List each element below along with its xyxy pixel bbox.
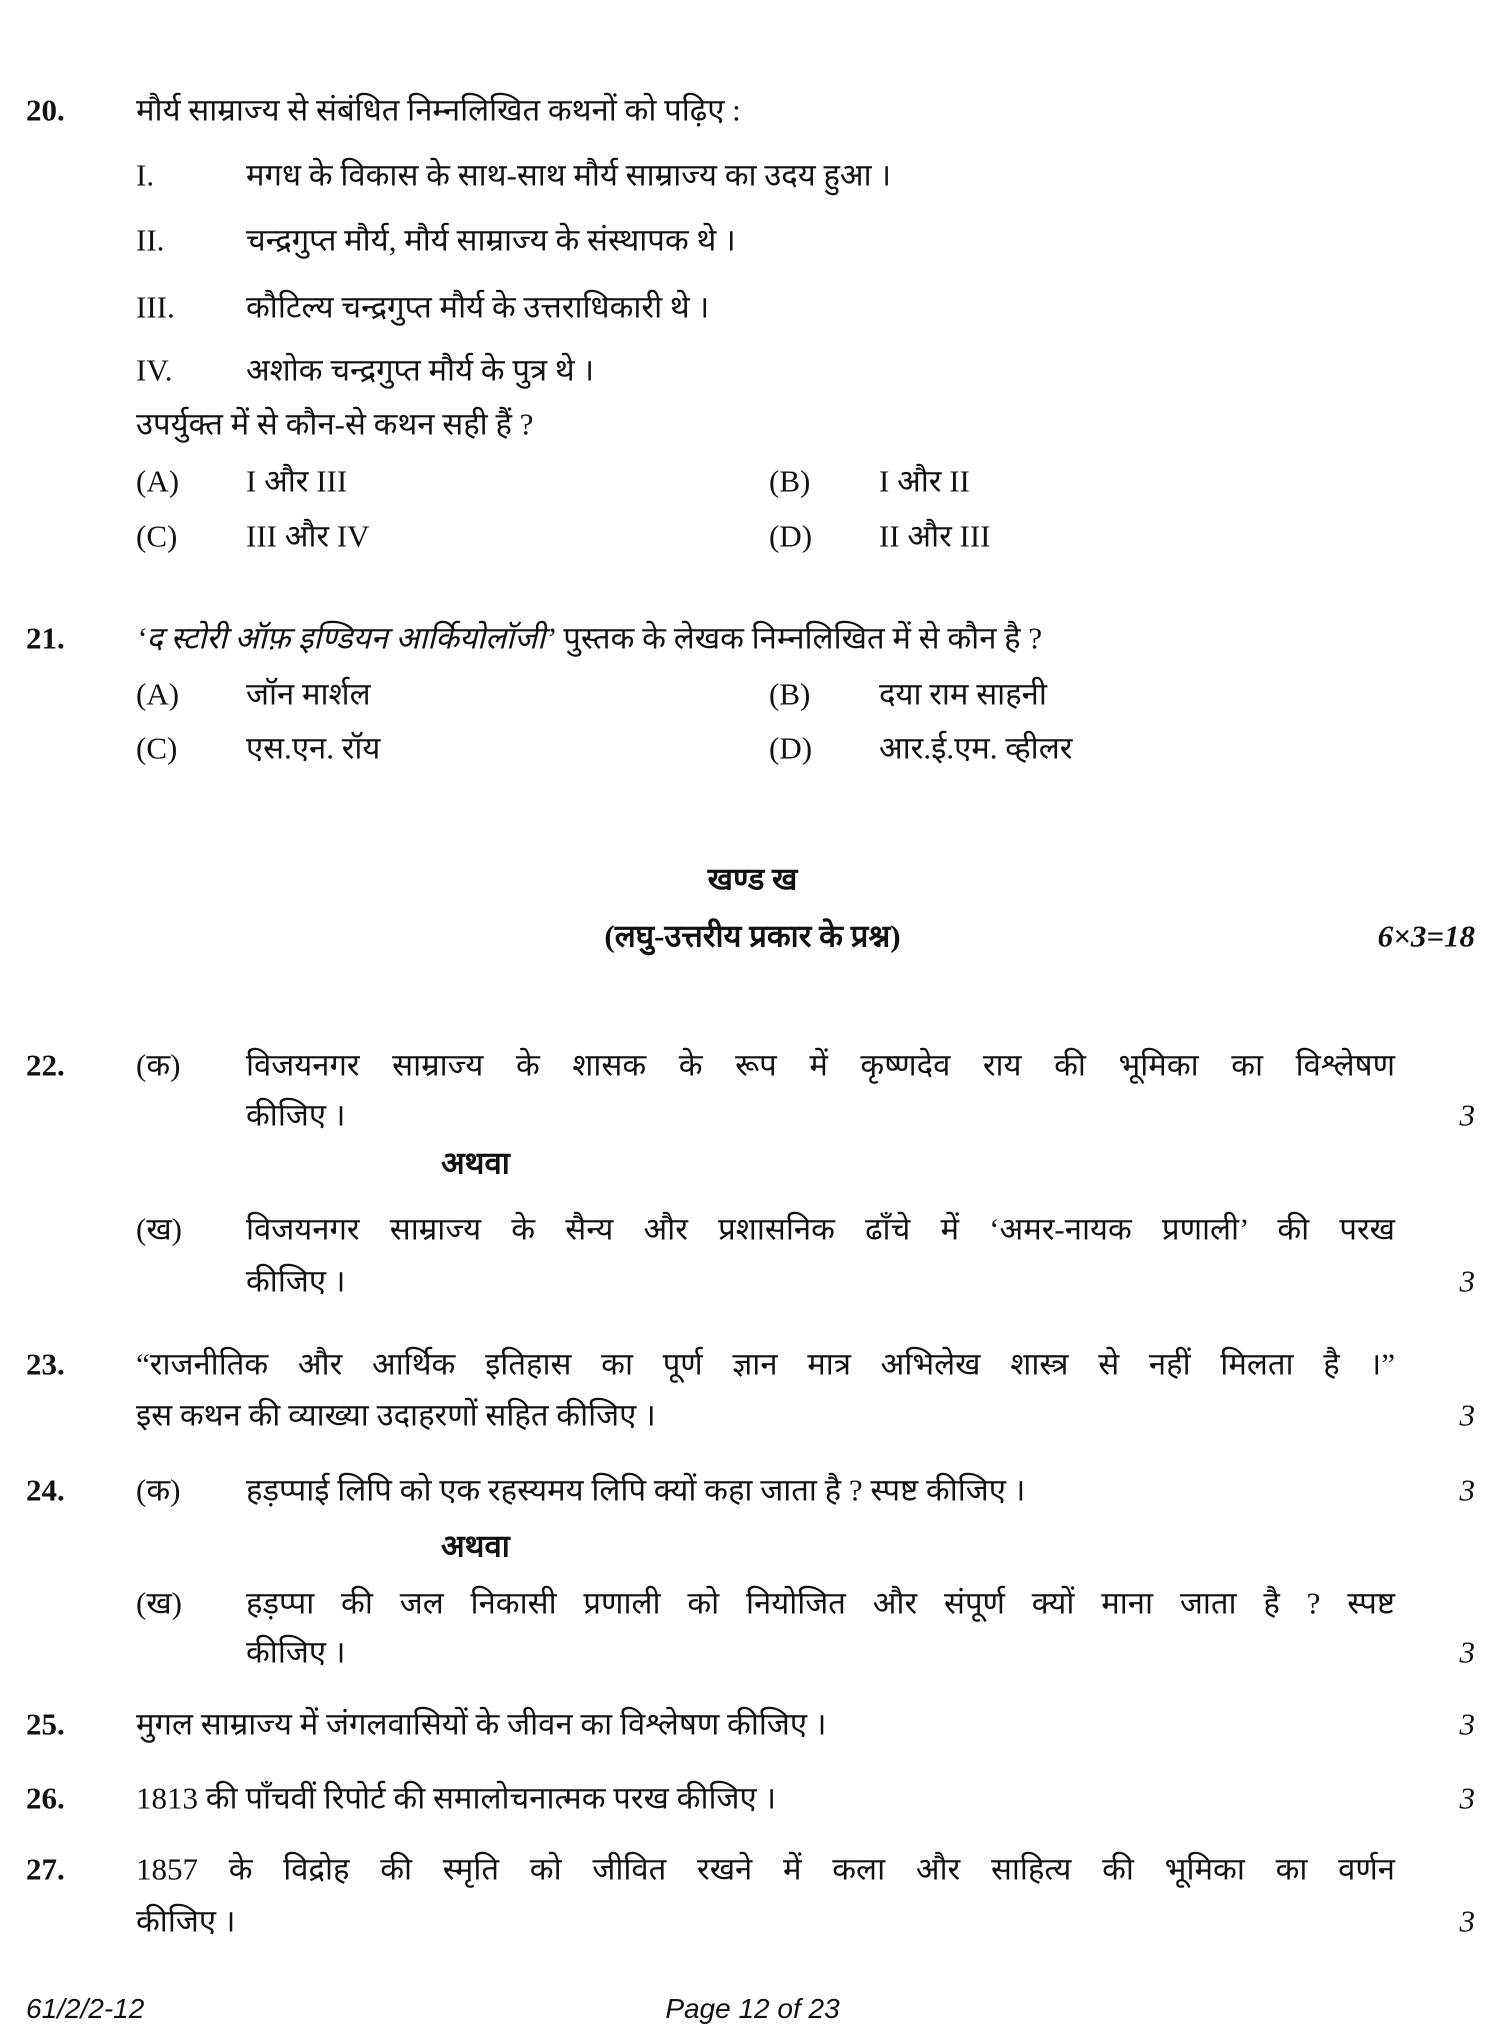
marks: 3 bbox=[1459, 1097, 1475, 1133]
or-divider: अथवा bbox=[441, 1145, 510, 1181]
statement-label: IV. bbox=[136, 352, 173, 388]
question-text: 1813 की पाँचवीं रिपोर्ट की समालोचनात्मक परख कीजिए । bbox=[136, 1780, 777, 1816]
question-text: विजयनगर साम्राज्य के शासक के रूप में कृष्णदेव राय की भूमिका का विश्लेषण bbox=[246, 1047, 1395, 1083]
option-label: (B) bbox=[769, 463, 811, 499]
statement-label: I. bbox=[136, 157, 155, 193]
option-text: III और IV bbox=[246, 518, 370, 554]
statement-text: चन्द्रगुप्त मौर्य, मौर्य साम्राज्य के संस्थापक थे । bbox=[246, 222, 736, 258]
question-prompt: उपर्युक्त में से कौन-से कथन सही हैं ? bbox=[136, 406, 534, 442]
paper-code: 61/2/2-12 bbox=[26, 1993, 145, 2025]
marks: 3 bbox=[1459, 1780, 1475, 1816]
question-text: मौर्य साम्राज्य से संबंधित निम्नलिखित कथनों को पढ़िए : bbox=[136, 92, 741, 128]
option-label: (A) bbox=[136, 463, 180, 499]
question-number: 26. bbox=[26, 1780, 65, 1816]
option-label: (C) bbox=[136, 518, 178, 554]
question-text: मुगल साम्राज्य में जंगलवासियों के जीवन का विश्लेषण कीजिए । bbox=[136, 1706, 827, 1742]
marks: 3 bbox=[1459, 1263, 1475, 1299]
option-text: I और II bbox=[879, 463, 970, 499]
question-number: 20. bbox=[26, 92, 65, 128]
question-number: 27. bbox=[26, 1851, 65, 1887]
marks: 3 bbox=[1459, 1397, 1475, 1433]
option-text: I और III bbox=[246, 463, 348, 499]
question-text: हड़प्पाई लिपि को एक रहस्यमय लिपि क्यों कहा जाता है ? स्पष्ट कीजिए । bbox=[246, 1472, 1026, 1508]
marks: 3 bbox=[1459, 1706, 1475, 1742]
statement-text: कौटिल्य चन्द्रगुप्त मौर्य के उत्तराधिकारी थे । bbox=[246, 289, 710, 325]
question-number: 24. bbox=[26, 1472, 65, 1508]
part-label: (ख) bbox=[136, 1211, 183, 1247]
question-text: “राजनीतिक और आर्थिक इतिहास का पूर्ण ज्ञान मात्र अभिलेख शास्त्र से नहीं मिलता है ।” bbox=[136, 1346, 1395, 1382]
question-text: कीजिए । bbox=[246, 1097, 346, 1133]
question-text: इस कथन की व्याख्या उदाहरणों सहित कीजिए । bbox=[136, 1397, 656, 1433]
question-number: 21. bbox=[26, 620, 65, 656]
option-text: जॉन मार्शल bbox=[246, 676, 371, 712]
question-text-rest: पुस्तक के लेखक निम्नलिखित में से कौन है ? bbox=[555, 620, 1043, 656]
question-number: 23. bbox=[26, 1346, 65, 1382]
option-text: आर.ई.एम. व्हीलर bbox=[879, 730, 1073, 766]
option-text: एस.एन. रॉय bbox=[246, 730, 381, 766]
question-text: कीजिए । bbox=[136, 1903, 236, 1939]
marks: 3 bbox=[1459, 1634, 1475, 1670]
statement-label: II. bbox=[136, 222, 165, 258]
marks: 3 bbox=[1459, 1903, 1475, 1939]
statement-text: मगध के विकास के साथ-साथ मौर्य साम्राज्य का उदय हुआ । bbox=[246, 157, 892, 193]
option-label: (C) bbox=[136, 730, 178, 766]
question-text bbox=[136, 619, 1042, 656]
part-label: (ख) bbox=[136, 1585, 183, 1621]
marks: 3 bbox=[1459, 1472, 1475, 1508]
option-label: (A) bbox=[136, 676, 180, 712]
page-number: Page 12 of 23 bbox=[665, 1993, 840, 2025]
option-label: (D) bbox=[769, 518, 813, 554]
section-marks: 6×3=18 bbox=[1377, 918, 1475, 954]
question-number: 25. bbox=[26, 1706, 65, 1742]
part-label: (क) bbox=[136, 1472, 181, 1508]
question-text: हड़प्पा की जल निकासी प्रणाली को नियोजित और संपूर्ण क्यों माना जाता है ? स्पष्ट bbox=[246, 1585, 1395, 1621]
question-text: कीजिए । bbox=[246, 1263, 346, 1299]
question-text: 1857 के विद्रोह की स्मृति को जीवित रखने में कला और साहित्य की भूमिका का वर्णन bbox=[136, 1851, 1395, 1887]
question-text: कीजिए । bbox=[246, 1634, 346, 1670]
statement-text: अशोक चन्द्रगुप्त मौर्य के पुत्र थे । bbox=[246, 352, 595, 388]
option-label: (B) bbox=[769, 676, 811, 712]
question-number: 22. bbox=[26, 1047, 65, 1083]
book-title: ‘द स्टोरी ऑफ़ इण्डियन आर्कियोलॉजी’ bbox=[136, 620, 556, 656]
section-title: खण्ड ख bbox=[707, 861, 798, 897]
option-text: दया राम साहनी bbox=[879, 676, 1047, 712]
option-text: II और III bbox=[879, 518, 991, 554]
option-label: (D) bbox=[769, 730, 813, 766]
statement-label: III. bbox=[136, 289, 175, 325]
or-divider: अथवा bbox=[441, 1528, 510, 1564]
question-text: विजयनगर साम्राज्य के सैन्य और प्रशासनिक ढाँचे में ‘अमर-नायक प्रणाली’ की परख bbox=[246, 1211, 1395, 1247]
section-subtitle: (लघु-उत्तरीय प्रकार के प्रश्न) bbox=[604, 918, 901, 954]
part-label: (क) bbox=[136, 1047, 181, 1083]
